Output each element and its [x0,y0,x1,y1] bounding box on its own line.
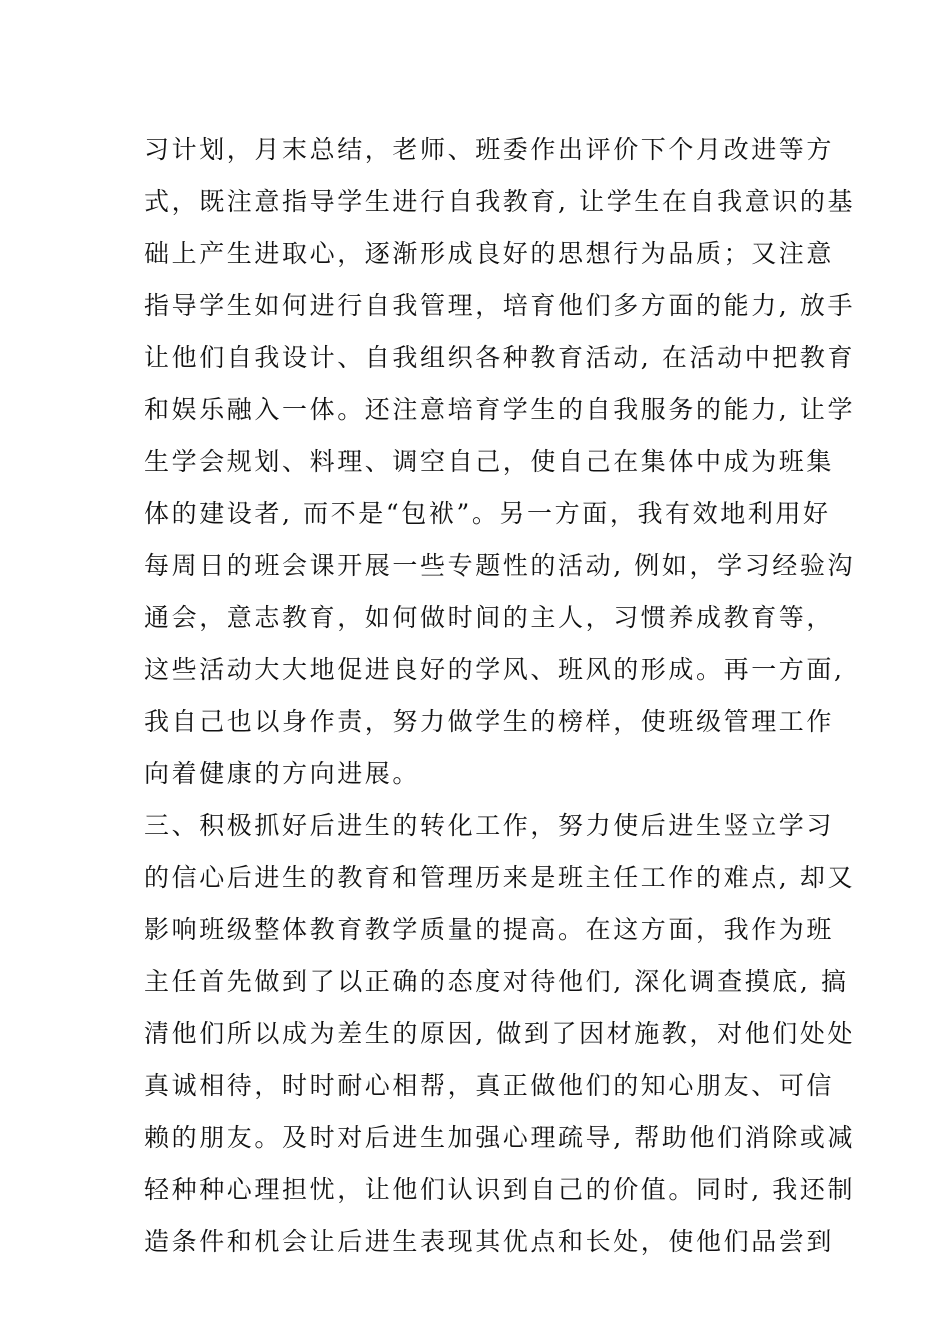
text-line: 生学会规划、料理、调空自己，使自己在集体中成为班集 [144,447,835,476]
text-line: 每周日的班会课开展一些专题性的活动, 例如，学习经验沟 [144,551,856,580]
text-line: 和娱乐融入一体。还注意培育学生的自我服务的能力, 让学 [144,395,856,424]
text-line: 指导学生如何进行自我管理，培育他们多方面的能力, 放手 [144,291,856,320]
text-line: 这些活动大大地促进良好的学风、班风的形成。再一方面, [144,655,845,684]
text-line: 影响班级整体教育教学质量的提高。在这方面，我作为班 [144,915,835,944]
text-line: 我自己也以身作责，努力做学生的榜样，使班级管理工作 [144,707,835,736]
text-line: 造条件和机会让后进生表现其优点和长处，使他们品尝到 [144,1227,835,1256]
body-text [144,124,856,1268]
text-line: 清他们所以成为差生的原因, 做到了因材施教，对他们处处 [144,1019,856,1048]
text-line: 通会，意志教育，如何做时间的主人，习惯养成教育等， [144,603,835,632]
text-line: 主任首先做到了以正确的态度对待他们, 深化调查摸底, 搞 [144,967,849,996]
text-line: 础上产生进取心，逐渐形成良好的思想行为品质；又注意 [144,239,835,268]
text-line: 让他们自我设计、自我组织各种教育活动, 在活动中把教育 [144,343,856,372]
text-line: 向着健康的方向进展。 [144,759,421,788]
text-line: 体的建设者, 而不是“包袱”。另一方面，我有效地利用好 [144,499,831,528]
section-heading-line: 三、积极抓好后进生的转化工作，努力使后进生竖立学习 [144,811,835,840]
text-line: 的信心后进生的教育和管理历来是班主任工作的难点, 却又 [144,863,856,892]
text-line: 轻种种心理担忧，让他们认识到自己的价值。同时, 我还制 [144,1175,856,1204]
text-line: 真诚相待，时时耐心相帮，真正做他们的知心朋友、可信 [144,1071,835,1100]
text-line: 赖的朋友。及时对后进生加强心理疏导, 帮助他们消除或减 [144,1123,856,1152]
text-line: 式，既注意指导学生进行自我教育, 让学生在自我意识的基 [144,187,856,216]
text-line: 习计划，月末总结，老师、班委作出评价下个月改进等方 [144,135,835,164]
